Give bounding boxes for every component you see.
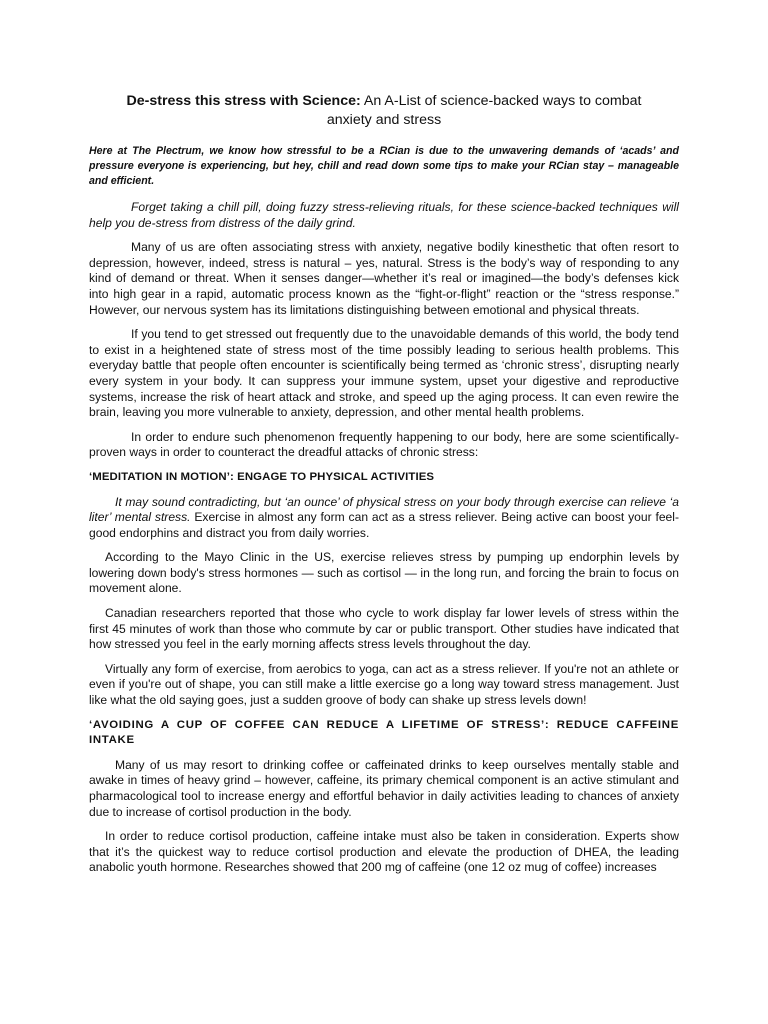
body-paragraph-3: In order to endure such phenomenon frequently happening to our body, here are some scientifically-proven ways in order to counteract the dreadful attacks of chronic stress: <box>89 429 679 460</box>
section1-paragraph-1-rest: Exercise in almost any form can act as a stress reliever. Being active can boost your feel-good endorphins and distract you from daily worries. <box>89 510 679 540</box>
section2-paragraph-1: Many of us may resort to drinking coffee or caffeinated drinks to keep ourselves mentally stable and awake in times of heavy grind – however, caffeine, its primary chemical component is an active stimulant and pharmacological tool to increase energy and effortful behavior in daily activities leading to chances of anxiety due to increase of cortisol production in the body. <box>89 757 679 819</box>
section1-paragraph-4: Virtually any form of exercise, from aerobics to yoga, can act as a stress reliever. If you're not an athlete or even if you're out of shape, you can still make a little exercise go a long way toward stress management. Just like what the old saying goes, just a sudden groove of body can shake up stress levels down! <box>89 661 679 708</box>
section2-paragraph-2: In order to reduce cortisol production, caffeine intake must also be taken in consideration. Experts show that it’s the quickest way to reduce cortisol production and elevate the production of DHEA, the leading anabolic youth hormone. Researches showed that 200 mg of caffeine (one 12 oz mug of coffee) increases <box>89 829 679 875</box>
title-bold: De-stress this stress with Science: <box>126 93 361 109</box>
body-paragraph-1: Many of us are often associating stress with anxiety, negative bodily kinesthetic that often resort to depression, however, indeed, stress is natural – yes, natural. Stress is the body’s way of responding to any kind of demand or threat. When it senses danger—whether it’s real or imagined—the body’s defenses kick into high gear in a rapid, automatic process known as the “fight-or-flight” reaction or the “stress response.” However, our nervous system has its limitations distinguishing between emotional and physical threats. <box>89 240 679 317</box>
section-heading-2: ‘AVOIDING A CUP OF COFFEE CAN REDUCE A LIFETIME OF STRESS’: REDUCE CAFFEINE INTAKE <box>89 718 679 747</box>
body-paragraph-2: If you tend to get stressed out frequently due to the unavoidable demands of this world, the body tend to exist in a heightened state of stress most of the time possibly leading to serious health problems. This everyday battle that people often encounter is scientifically being termed as ‘chronic stress’, disrupting nearly every system in your body. It can suppress your immune system, upset your digestive and reproductive systems, increase the risk of heart attack and stroke, and speed up the aging process. It can even rewire the brain, leaving you more vulnerable to anxiety, depression, and other mental health problems. <box>89 327 679 420</box>
section-heading-1: ‘MEDITATION IN MOTION’: ENGAGE TO PHYSICAL ACTIVITIES <box>89 470 435 483</box>
lede-paragraph <box>89 200 679 231</box>
section1-italic-lead: It may sound contradicting, but ‘an ounce’ of physical stress on your body through exercise can relieve ‘a liter’ mental stress. <box>89 494 679 525</box>
intro-paragraph: Here at The Plectrum, we know how stressful to be a RCian is due to the unwavering demands of ‘acads’ and pressure everyone is experiencing, but hey, chill and read down some tips to make your RCian stay – manageable and efficient. <box>89 145 679 187</box>
document-title <box>89 92 679 130</box>
section1-paragraph-1 <box>89 495 679 542</box>
section1-paragraph-3: Canadian researchers reported that those who cycle to work display far lower levels of stress within the first 45 minutes of work than those who commute by car or public transport. Other studies have indicated that how stressed you feel in the early morning affects stress levels throughout the day. <box>89 606 679 652</box>
lede-text: Forget taking a chill pill, doing fuzzy stress-relieving rituals, for these science-backed techniques will help you de-stress from distress of the daily grind. <box>89 200 679 230</box>
section1-paragraph-2: According to the Mayo Clinic in the US, exercise relieves stress by pumping up endorphin levels by lowering down body's stress hormones — such as cortisol — in the long run, and forcing the brain to focus on movement alone. <box>89 550 679 596</box>
title-rest: An A-List of science-backed ways to combat anxiety and stress <box>326 93 642 128</box>
